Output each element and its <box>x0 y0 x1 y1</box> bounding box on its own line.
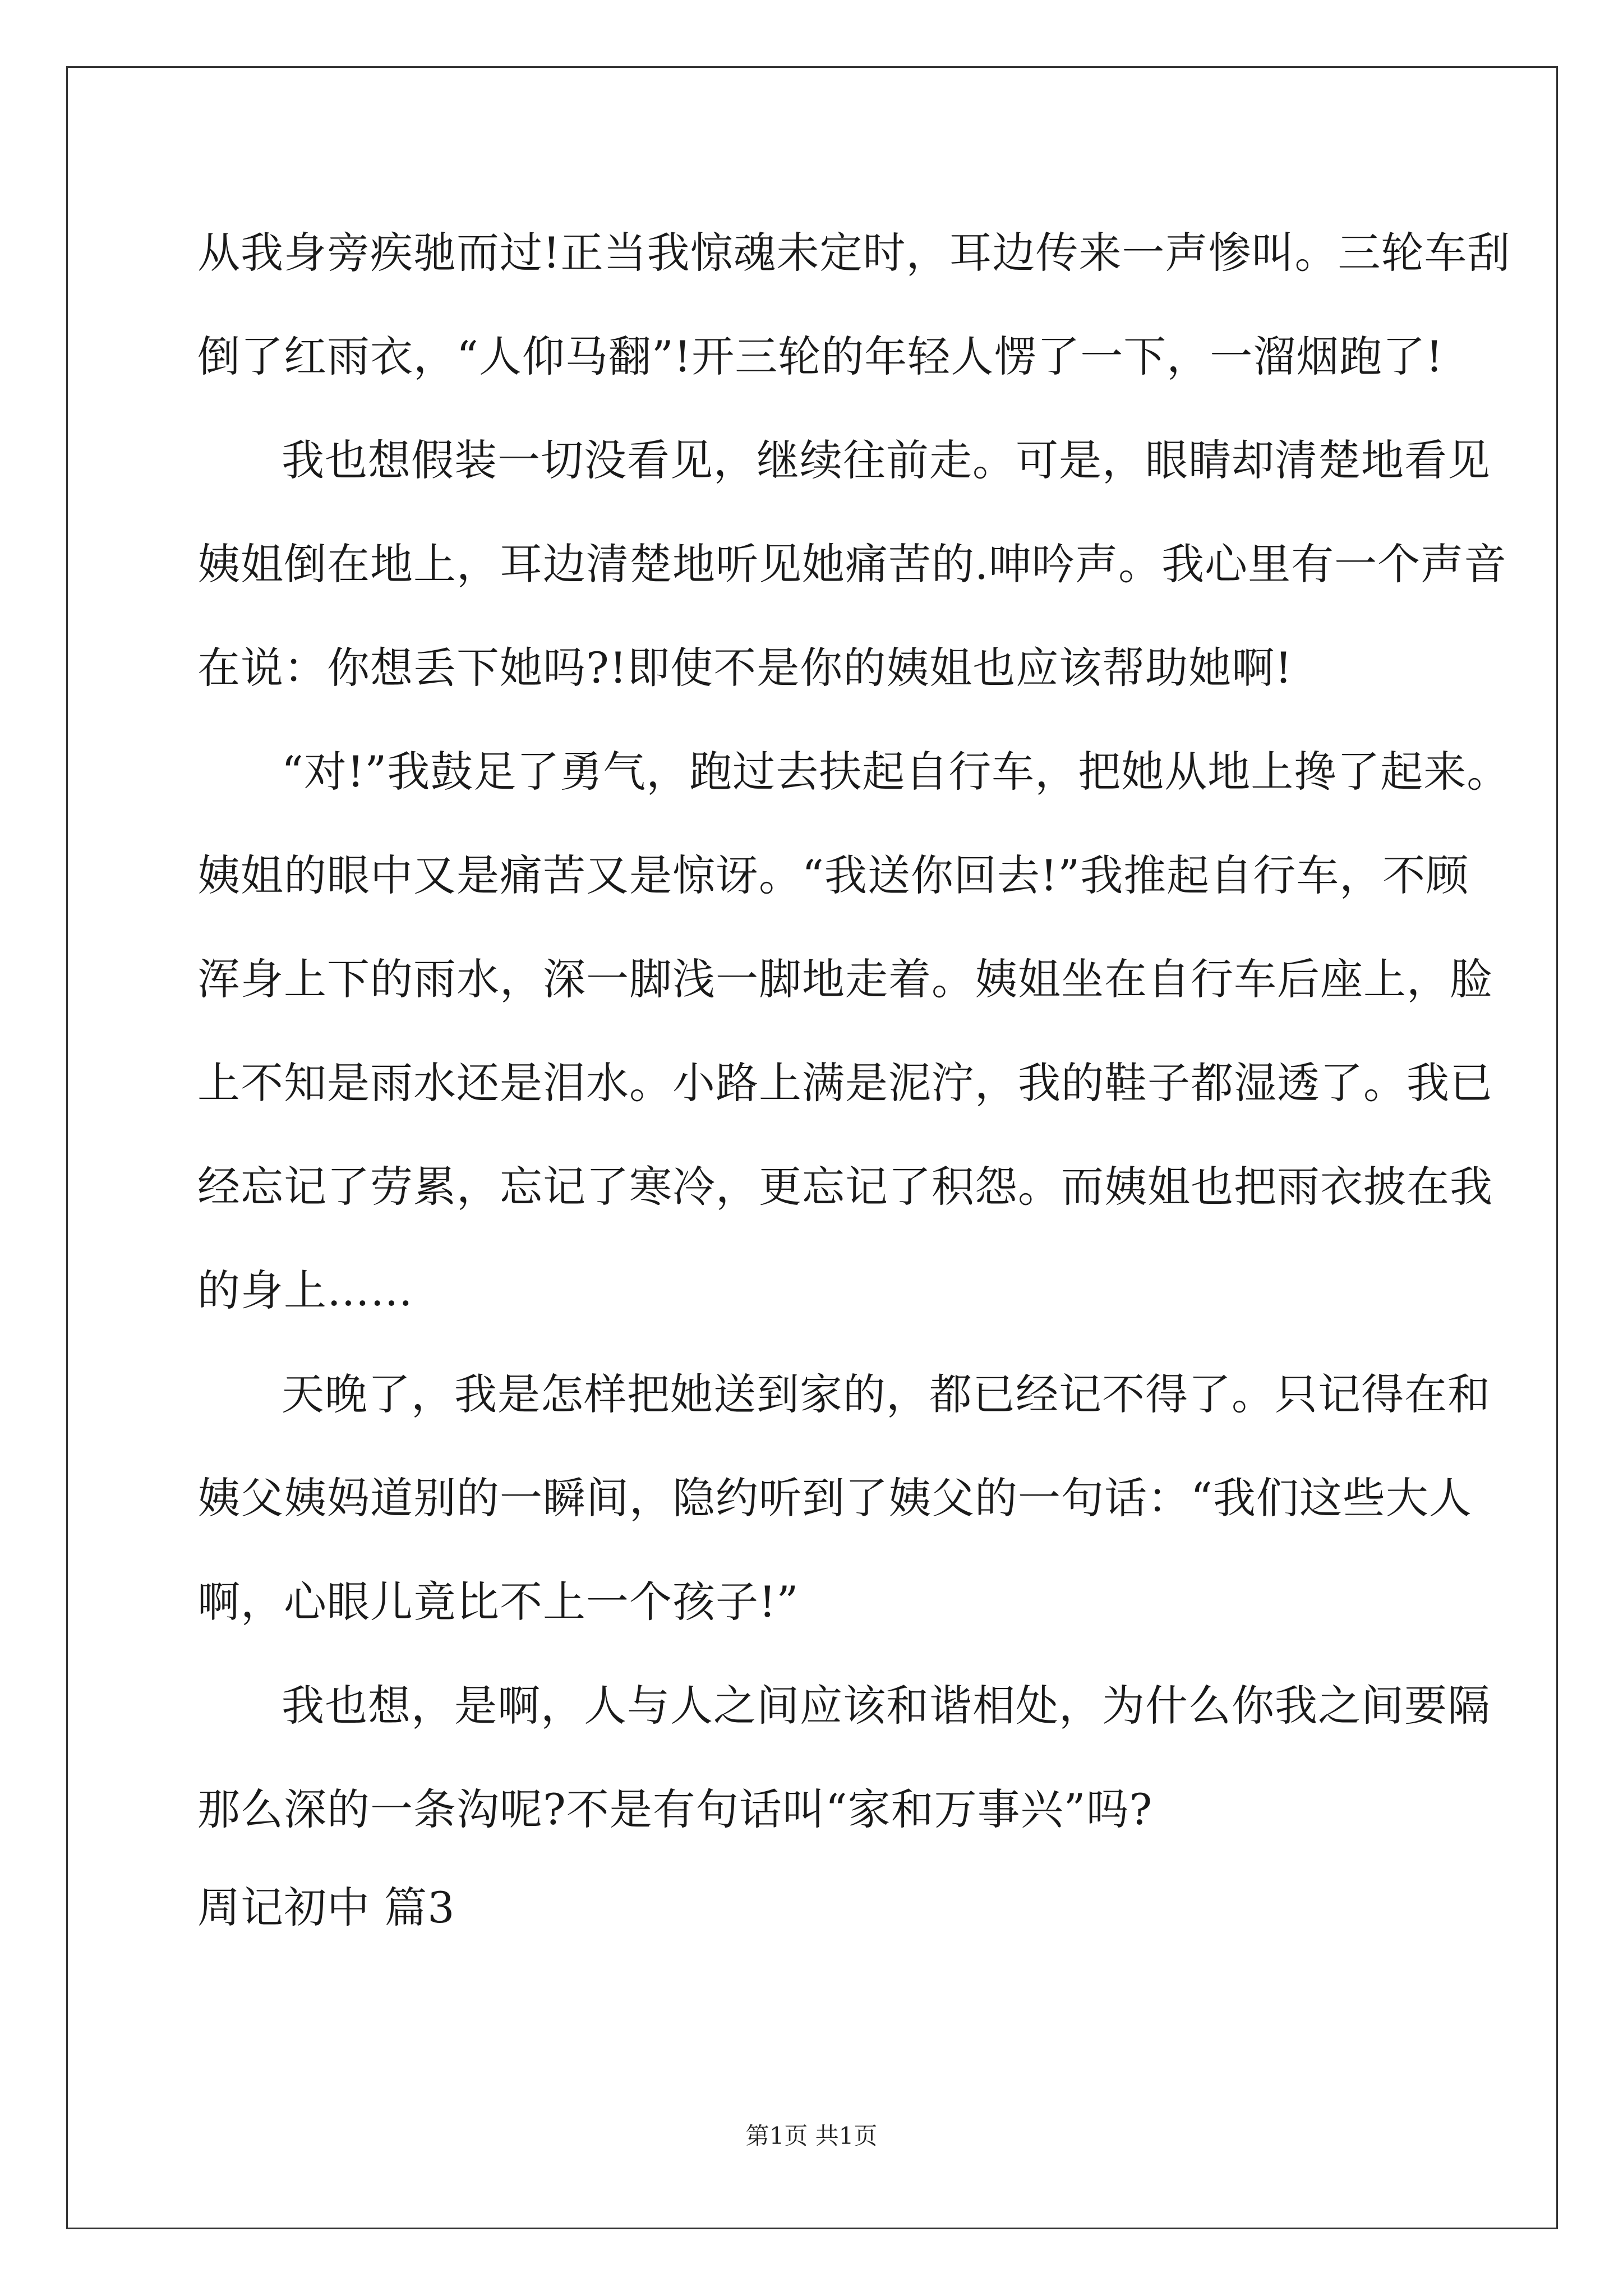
text-line: 上不知是雨水还是泪水。小路上满是泥泞，我的鞋子都湿透了。我已 <box>197 1058 1493 1108</box>
text-line: 的身上…… <box>197 1266 413 1315</box>
text-line: 我也想，是啊，人与人之间应该和谐相处，为什么你我之间要隔 <box>282 1681 1491 1731</box>
document-body <box>197 201 1511 1954</box>
text-line: 姨姐的眼中又是痛苦又是惊讶。“我送你回去!”我推起自行车，不顾 <box>197 850 1469 900</box>
text-line: 我也想假装一切没看见，继续往前走。可是，眼睛却清楚地看见 <box>282 435 1491 485</box>
text-line: 在说：你想丢下她吗?!即使不是你的姨姐也应该帮助她啊! <box>197 643 1293 693</box>
text-line: 浑身上下的雨水，深一脚浅一脚地走着。姨姐坐在自行车后座上，脸 <box>197 954 1493 1004</box>
text-line: 倒了红雨衣，“人仰马翻”!开三轮的年轻人愣了一下，一溜烟跑了! <box>197 332 1444 381</box>
text-line: 姨父姨妈道别的一瞬间，隐约听到了姨父的一句话：“我们这些大人 <box>197 1473 1472 1523</box>
text-line: 经忘记了劳累，忘记了寒冷，更忘记了积怨。而姨姐也把雨衣披在我 <box>197 1162 1493 1212</box>
text-line: “对!”我鼓足了勇气，跑过去扶起自行车，把她从地上搀了起来。 <box>282 747 1510 797</box>
text-line: 从我身旁疾驰而过!正当我惊魂未定时，耳边传来一声惨叫。三轮车刮 <box>197 228 1511 278</box>
text-line: 姨姐倒在地上，耳边清楚地听见她痛苦的.呻吟声。我心里有一个声音 <box>197 539 1507 589</box>
section-heading: 周记初中 篇3 <box>197 1883 455 1932</box>
text-line: 那么深的一条沟呢?不是有句话叫“家和万事兴”吗? <box>197 1784 1153 1834</box>
page-number-footer: 第1页 共1页 <box>745 2122 878 2150</box>
text-line: 天晚了，我是怎样把她送到家的，都已经记不得了。只记得在和 <box>282 1369 1491 1419</box>
text-line: 啊，心眼儿竟比不上一个孩子!” <box>197 1577 799 1627</box>
